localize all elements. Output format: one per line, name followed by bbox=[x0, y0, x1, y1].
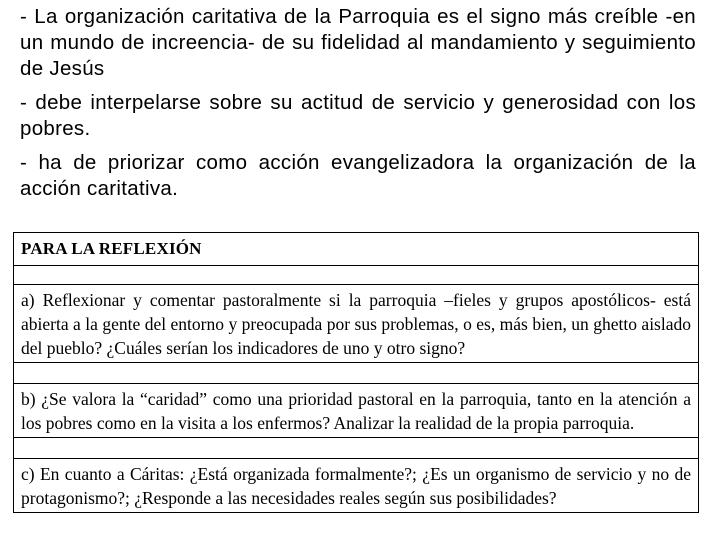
bullet-paragraph: - ha de priorizar como acción evangelizadora la organización de la acción caritativa. bbox=[20, 151, 696, 200]
table-row bbox=[14, 233, 699, 266]
empty-row bbox=[14, 438, 699, 459]
bullet-paragraph: - La organización caritativa de la Parroquia es el signo más creíble -en un mundo de increencia- de su fidelidad al mandamiento y seguimiento de Jesús bbox=[20, 5, 696, 80]
question-b: b) ¿Se valora la “caridad” como una prioridad pastoral en la parroquia, tanto en la atención a los pobres como en la visita a los enfermos? Analizar la realidad de la propia parroquia. bbox=[14, 384, 699, 438]
empty-row bbox=[14, 363, 699, 384]
table-row bbox=[14, 459, 699, 513]
table-row bbox=[14, 384, 699, 438]
table-row bbox=[14, 363, 699, 384]
empty-row bbox=[14, 266, 699, 285]
question-c: c) En cuanto a Cáritas: ¿Está organizada formalmente?; ¿Es un organismo de servicio y no de protagonismo?; ¿Responde a las necesidades reales según sus posibilidades? bbox=[14, 459, 699, 513]
reflexion-table bbox=[13, 232, 699, 513]
table-row bbox=[14, 285, 699, 363]
bullet-paragraph: - debe interpelarse sobre su actitud de servicio y generosidad con los pobres. bbox=[20, 91, 696, 140]
table-row bbox=[14, 266, 699, 285]
table-row bbox=[14, 438, 699, 459]
reflexion-heading: PARA LA REFLEXIÓN bbox=[14, 233, 699, 266]
question-a: a) Reflexionar y comentar pastoralmente si la parroquia –fieles y grupos apostólicos- está abierta a la gente del entorno y preocupada por sus problemas, o es, más bien, un ghetto aislado del pueblo? ¿Cuáles serían los indicadores de uno y otro signo? bbox=[14, 285, 699, 363]
bullet-list bbox=[20, 4, 696, 210]
